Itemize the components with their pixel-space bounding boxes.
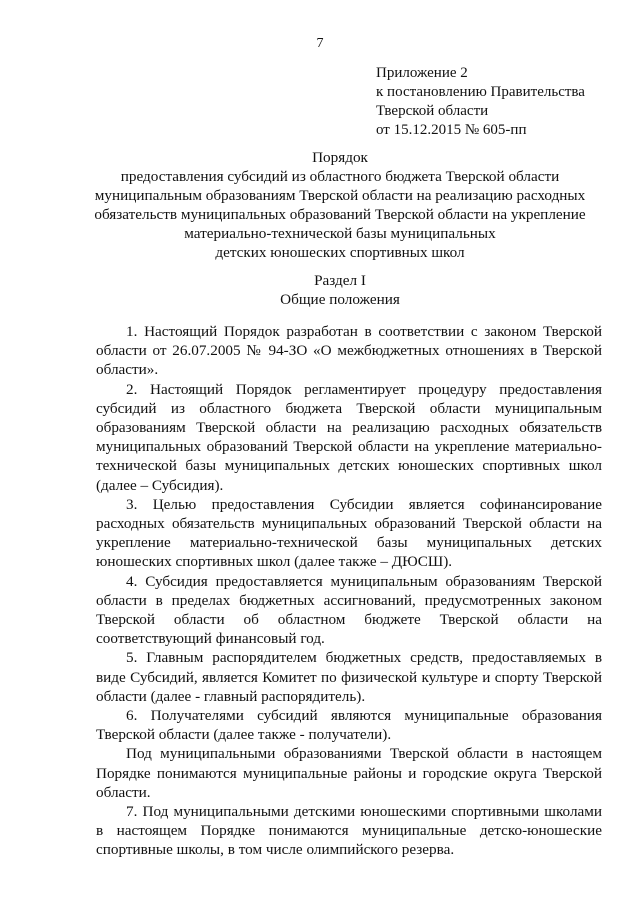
paragraph: Под муниципальными образованиями Тверской области в настоящем Порядке понимаются муниципальные районы и городские округа Тверской области. bbox=[96, 745, 602, 801]
title-line: обязательств муниципальных образований Тверской области на укрепление bbox=[94, 206, 586, 223]
document-title bbox=[60, 148, 620, 262]
section-name: Общие положения bbox=[280, 291, 400, 308]
title-line: Порядок bbox=[312, 149, 368, 166]
paragraph: 7. Под муниципальными детскими юношескими спортивными школами в настоящем Порядке понимаются муниципальные детско-юношеские спортивные школы, в том числе олимпийского резерва. bbox=[96, 803, 602, 859]
section-heading bbox=[60, 271, 620, 309]
appendix-line: от 15.12.2015 № 605-пп bbox=[376, 122, 527, 138]
title-line: детских юношеских спортивных школ bbox=[215, 244, 465, 261]
document-body bbox=[96, 322, 602, 860]
section-number: Раздел I bbox=[314, 272, 366, 289]
appendix-line: Тверской области bbox=[376, 103, 489, 119]
paragraph: 5. Главным распорядителем бюджетных средств, предоставляемых в виде Субсидий, является Комитет по физической культуре и спорту Тверской области (далее - главный распорядитель). bbox=[96, 649, 602, 705]
title-line: муниципальным образованиям Тверской области на реализацию расходных bbox=[94, 187, 586, 204]
paragraph: 1. Настоящий Порядок разработан в соответствии с законом Тверской области от 26.07.2005 № 94-ЗО «О межбюджетных отношениях в Тверской области». bbox=[96, 323, 602, 379]
appendix-line: к постановлению Правительства bbox=[376, 84, 585, 100]
paragraph: 6. Получателями субсидий являются муниципальные образования Тверской области (далее также - получатели). bbox=[96, 707, 602, 744]
paragraph: 2. Настоящий Порядок регламентирует процедуру предоставления субсидий из областного бюджета Тверской области муниципальным образованиям Тверской области на реализацию расходных обязательств муниципальных образований Тверской области на укрепление материально-технической базы муниципальных детских юношеских спортивных школ (далее – Субсидия). bbox=[96, 380, 602, 494]
appendix-line: Приложение 2 bbox=[376, 65, 468, 81]
page-number: 7 bbox=[316, 36, 324, 51]
title-line: материально-технической базы муниципальных bbox=[184, 225, 496, 242]
title-line: предоставления субсидий из областного бюджета Тверской области bbox=[120, 168, 560, 185]
appendix-header bbox=[376, 64, 585, 140]
paragraph: 3. Целью предоставления Субсидии является софинансирование расходных обязательств муниципальных образований Тверской области на укрепление материально-технической базы муниципальных детских юношеских спортивных школ (далее также – ДЮСШ). bbox=[96, 495, 602, 571]
paragraph: 4. Субсидия предоставляется муниципальным образованиям Тверской области в пределах бюджетных ассигнований, предусмотренных законом Тверской области об областном бюджете Тверской области на соответствующий финансовый год. bbox=[96, 572, 602, 648]
